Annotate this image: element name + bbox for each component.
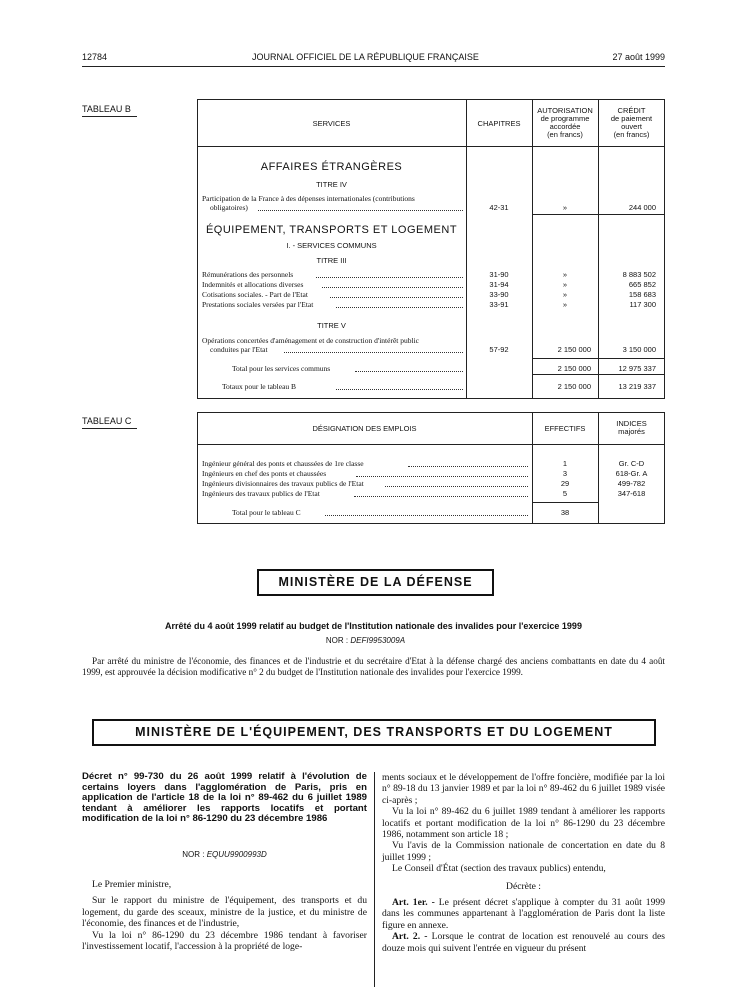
row-credit: 8 883 502 xyxy=(622,270,656,279)
row-autorisation: » xyxy=(562,300,568,309)
titre-iii: TITRE III xyxy=(316,256,347,265)
paragraph: Vu la loi n° 86-1290 du 23 décembre 1986 tendant à favoriser l'investissement locatif, l'accession à la propriété de loge- xyxy=(82,929,367,953)
row-credit: 117 300 xyxy=(629,300,656,309)
row-label: obligatoires) xyxy=(210,203,248,212)
titre-iv: TITRE IV xyxy=(316,180,347,189)
total-tableau-b-credit: 13 219 337 xyxy=(618,382,656,391)
row-label: Participation de la France à des dépenses internationales (contributions xyxy=(202,194,415,203)
column-separator xyxy=(374,772,375,987)
emploi-indice: Gr. C-D xyxy=(618,459,645,468)
issue-date: 27 août 1999 xyxy=(612,52,665,62)
right-column-text xyxy=(382,772,665,954)
page-number: 12784 xyxy=(82,52,108,62)
journal-title: JOURNAL OFFICIEL DE LA RÉPUBLIQUE FRANÇAISE xyxy=(252,52,479,62)
row-autorisation: » xyxy=(562,270,568,279)
emploi-effectif: 5 xyxy=(562,489,568,498)
emploi-row: Ingénieur général des ponts et chaussées de 1re classe xyxy=(202,459,364,468)
row-autorisation: » xyxy=(562,203,568,212)
row-autorisation: » xyxy=(562,280,568,289)
total-services-autorisation: 2 150 000 xyxy=(557,364,591,373)
row-credit: 158 683 xyxy=(628,290,656,299)
services-communs: I. - SERVICES COMMUNS xyxy=(286,241,377,250)
row-label: Prestations sociales versées par l'Etat xyxy=(202,300,314,309)
col-autorisation: AUTORISATION de programme accordée (en francs) xyxy=(537,106,593,139)
total-tableau-b-label: Totaux pour le tableau B xyxy=(222,382,297,391)
total-tableau-b-autorisation: 2 150 000 xyxy=(557,382,591,391)
ministry-defense-banner: MINISTÈRE DE LA DÉFENSE xyxy=(257,569,494,596)
ministry-equipement-banner: MINISTÈRE DE L'ÉQUIPEMENT, DES TRANSPORTS ET DU LOGEMENT xyxy=(92,719,656,746)
col-services: SERVICES xyxy=(312,119,351,128)
total-services-credit: 12 975 337 xyxy=(618,364,656,373)
tableau-c-label-rule xyxy=(82,428,137,429)
paragraph: Le Premier ministre, xyxy=(92,879,172,890)
emploi-row: Ingénieurs en chef des ponts et chaussées xyxy=(202,469,327,478)
tableau-b-label: TABLEAU B xyxy=(82,104,131,114)
arrete-body: Par arrêté du ministre de l'économie, des finances et de l'industrie et du secrétaire d'Etat à la défense chargé des anciens combattants en date du 4 août 1999, est approuvée la décision modificative n° 2 du budget de l'Institution nationale des invalides pour l'exercice 1999. xyxy=(82,656,665,677)
header-rule xyxy=(82,66,665,67)
row-chapitre: 31-94 xyxy=(489,280,509,289)
row-label: Cotisations sociales. - Part de l'Etat xyxy=(202,290,308,299)
arrete-nor: NOR : DEFI9953009A xyxy=(325,636,406,645)
emploi-indice: 499-782 xyxy=(617,479,646,488)
row-chapitre: 33-90 xyxy=(489,290,509,299)
emploi-indice: 347-618 xyxy=(617,489,646,498)
total-tableau-c-label: Total pour le tableau C xyxy=(232,508,301,517)
row-label: Indemnités et allocations diverses xyxy=(202,280,304,289)
titre-v: TITRE V xyxy=(317,321,346,330)
row-label: Opérations concertées d'aménagement et de construction d'intérêt public xyxy=(202,336,419,345)
row-chapitre: 42-31 xyxy=(489,203,509,212)
decret-title: Décret n° 99-730 du 26 août 1999 relatif à l'évolution de certains loyers dans l'agglomération de Paris, pris en application de l'article 18 de la loi n° 89-462 du 6 juillet 1989 tendant à améliorer les rapports locatifs et portant modification de la loi n° 86-1290 du 23 décembre 1986 xyxy=(82,771,367,825)
article-2: Art. 2. - Lorsque le contrat de location est renouvelé au cours des douze mois qui suivent l'entrée en vigueur du présent xyxy=(382,931,665,954)
row-label: conduites par l'Etat xyxy=(210,345,268,354)
col-designation: DÉSIGNATION DES EMPLOIS xyxy=(312,424,417,433)
row-credit: 3 150 000 xyxy=(622,345,656,354)
col-indices: INDICES majorés xyxy=(616,419,647,436)
row-autorisation: » xyxy=(562,290,568,299)
row-label: Rémunérations des personnels xyxy=(202,270,294,279)
col-credit: CRÉDIT de paiement ouvert (en francs) xyxy=(610,106,653,139)
arrete-title: Arrêté du 4 août 1999 relatif au budget de l'Institution nationale des invalides pour l'exercice 1999 xyxy=(165,621,582,631)
row-chapitre: 31-90 xyxy=(489,270,509,279)
paragraph: Vu la loi n° 89-462 du 6 juillet 1989 tendant à améliorer les rapports locatifs et portant modification de la loi n° 86-1290 du 23 décembre 1986, notamment son article 18 ; xyxy=(382,806,665,841)
paragraph: ments sociaux et le développement de l'offre foncière, modifiée par la loi n° 89-18 du 13 janvier 1989 et par la loi n° 89-462 du 6 juillet 1989 visée ci-après ; xyxy=(382,772,665,806)
decrete-label: Décrète : xyxy=(506,880,541,892)
decret-nor: NOR : EQUU9900993D xyxy=(182,850,267,859)
total-tableau-c-effectif: 38 xyxy=(560,508,570,517)
section-title-affaires: AFFAIRES ÉTRANGÈRES xyxy=(260,161,403,173)
paragraph: Sur le rapport du ministre de l'équipement, des transports et du logement, du garde des sceaux, ministre de la justice, et du ministre de l'économie, des finances et de l'industrie, xyxy=(82,895,367,930)
row-chapitre: 57-92 xyxy=(489,345,509,354)
section-title-equipement: ÉQUIPEMENT, TRANSPORTS ET LOGEMENT xyxy=(205,224,458,236)
tableau-b-label-rule xyxy=(82,116,137,117)
total-services-label: Total pour les services communs xyxy=(232,364,331,373)
paragraph: Le Conseil d'État (section des travaux publics) entendu, xyxy=(392,863,606,875)
emploi-row: Ingénieurs divisionnaires des travaux publics de l'Etat xyxy=(202,479,364,488)
emploi-effectif: 3 xyxy=(562,469,568,478)
row-credit: 244 000 xyxy=(628,203,656,212)
row-autorisation: 2 150 000 xyxy=(557,345,591,354)
emploi-row: Ingénieurs des travaux publics de l'Etat xyxy=(202,489,320,498)
col-effectifs: EFFECTIFS xyxy=(544,424,586,433)
emploi-indice: 618-Gr. A xyxy=(615,469,648,478)
row-chapitre: 33-91 xyxy=(489,300,509,309)
emploi-effectif: 29 xyxy=(560,479,570,488)
row-credit: 665 852 xyxy=(628,280,656,289)
col-chapitres: CHAPITRES xyxy=(477,119,521,128)
left-column-text xyxy=(82,879,367,952)
article-1: Art. 1er. - Le présent décret s'applique à compter du 31 août 1999 dans les communes appartenant à l'agglomération de Paris dont la liste figure en annexe. xyxy=(382,897,665,931)
tableau-c-label: TABLEAU C xyxy=(82,416,132,426)
paragraph: Vu l'avis de la Commission nationale de concertation en date du 8 juillet 1999 ; xyxy=(382,840,665,863)
emploi-effectif: 1 xyxy=(562,459,568,468)
